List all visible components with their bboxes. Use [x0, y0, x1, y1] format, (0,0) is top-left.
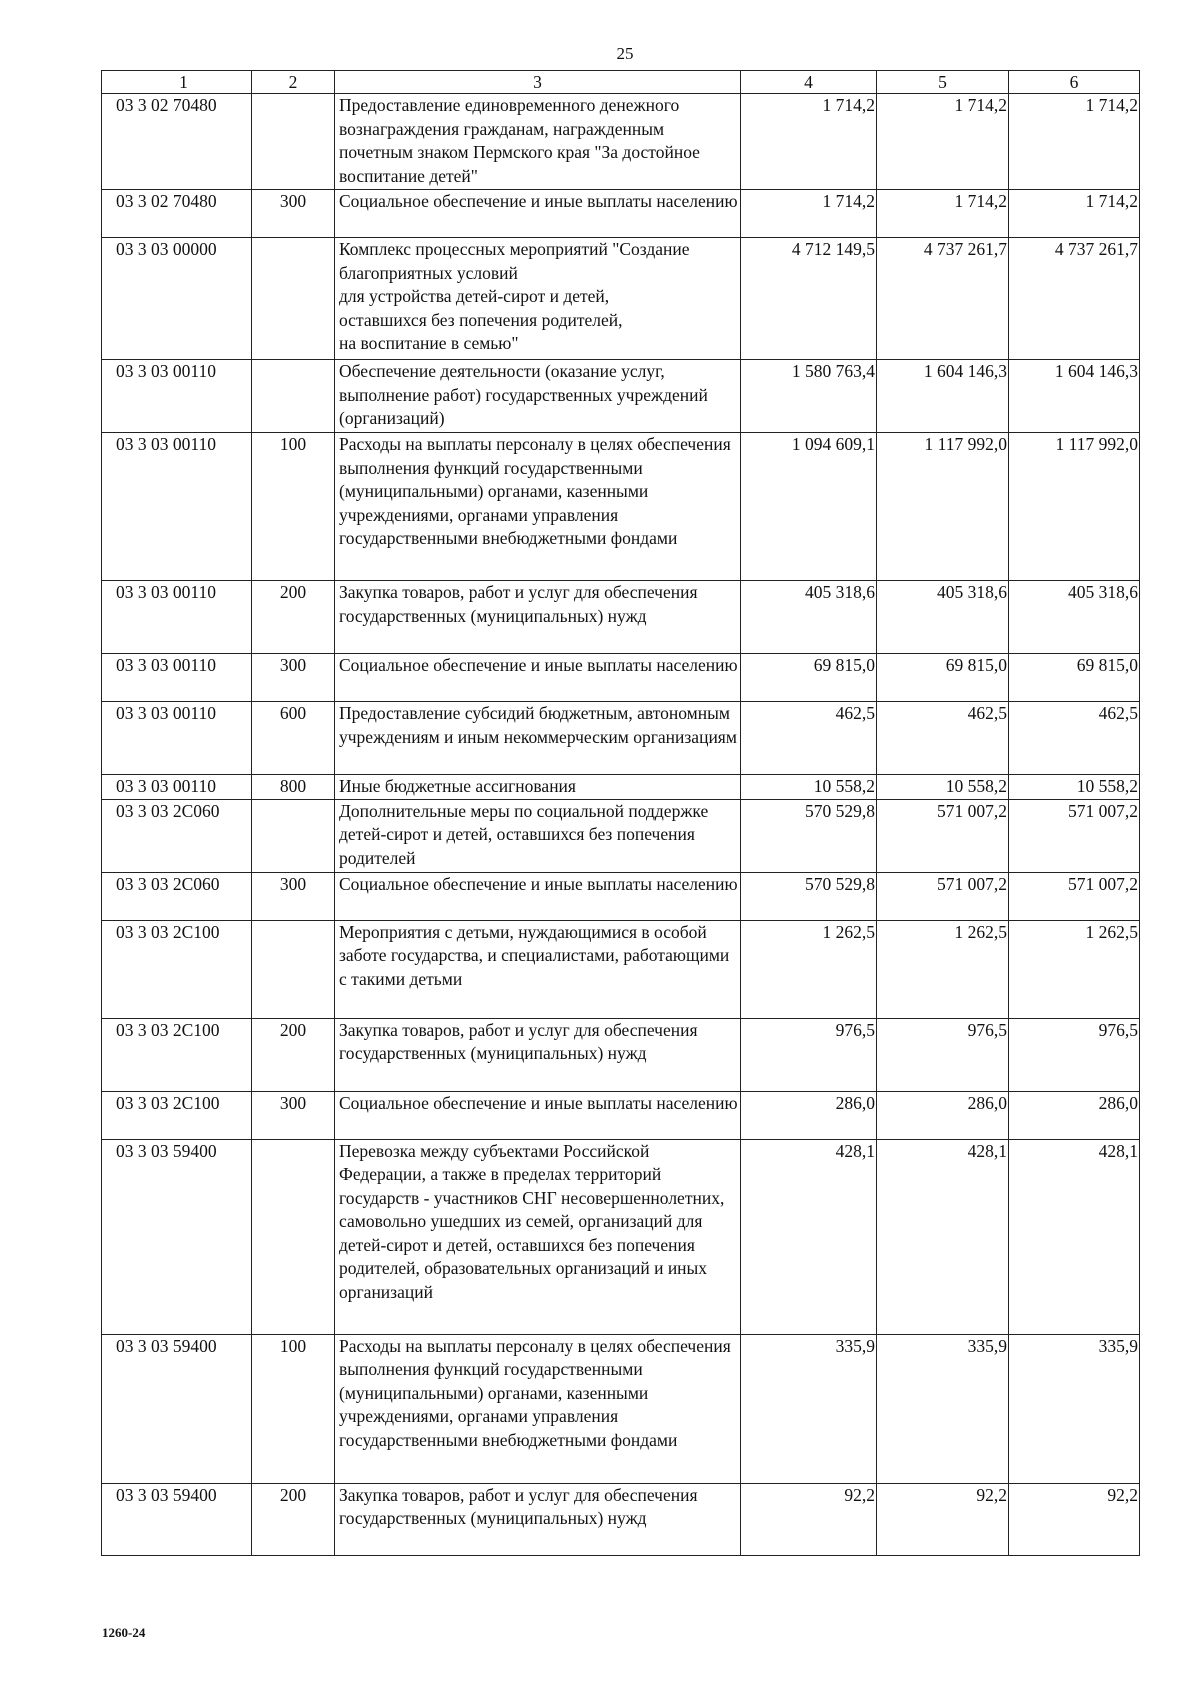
row-value-col4: 69 815,0 — [741, 654, 877, 702]
column-header-2: 2 — [252, 71, 335, 94]
row-value-col4: 1 714,2 — [741, 190, 877, 238]
table-row — [102, 190, 1140, 238]
row-value-col5: 335,9 — [877, 1334, 1009, 1483]
row-value-col5: 1 117 992,0 — [877, 433, 1009, 581]
table-row — [102, 702, 1140, 775]
row-description: Закупка товаров, работ и услуг для обеспечения государственных (муниципальных) нужд — [335, 581, 741, 654]
row-code: 03 3 03 00000 — [102, 238, 252, 360]
table-row — [102, 1139, 1140, 1334]
row-value-col4: 462,5 — [741, 702, 877, 775]
row-code: 03 3 03 2С060 — [102, 799, 252, 872]
row-value-col4: 1 262,5 — [741, 920, 877, 1018]
row-value-col4: 10 558,2 — [741, 775, 877, 800]
table-row — [102, 1091, 1140, 1139]
row-value-col6: 462,5 — [1009, 702, 1140, 775]
row-value-col5: 1 714,2 — [877, 190, 1009, 238]
row-value-col6: 1 604 146,3 — [1009, 360, 1140, 433]
row-value-col4: 4 712 149,5 — [741, 238, 877, 360]
table-row — [102, 920, 1140, 1018]
row-code: 03 3 03 00110 — [102, 581, 252, 654]
row-value-col4: 570 529,8 — [741, 799, 877, 872]
row-value-col5: 1 714,2 — [877, 94, 1009, 190]
row-value-col6: 4 737 261,7 — [1009, 238, 1140, 360]
row-value-col5: 571 007,2 — [877, 799, 1009, 872]
row-value-col6: 286,0 — [1009, 1091, 1140, 1139]
table-row — [102, 94, 1140, 190]
row-code: 03 3 03 00110 — [102, 654, 252, 702]
table-row — [102, 238, 1140, 360]
table-row — [102, 1334, 1140, 1483]
row-value-col5: 1 604 146,3 — [877, 360, 1009, 433]
row-expense-type — [252, 799, 335, 872]
page-number: 25 — [616, 44, 634, 63]
row-value-col6: 571 007,2 — [1009, 872, 1140, 920]
row-expense-type: 300 — [252, 872, 335, 920]
row-description: Социальное обеспечение и иные выплаты населению — [335, 872, 741, 920]
row-value-col4: 1 094 609,1 — [741, 433, 877, 581]
row-value-col4: 570 529,8 — [741, 872, 877, 920]
table-row — [102, 360, 1140, 433]
budget-table — [101, 70, 1140, 1556]
row-description: Перевозка между субъектами Российской Федерации, а также в пределах территорий государств - участников СНГ несовершеннолетних, самовольно ушедших из семей, организаций для детей-сирот и детей, оставшихся без попечения родителей, образовательных организаций и иных организаций — [335, 1139, 741, 1334]
row-value-col4: 335,9 — [741, 1334, 877, 1483]
row-expense-type: 300 — [252, 1091, 335, 1139]
row-value-col5: 10 558,2 — [877, 775, 1009, 800]
row-expense-type: 100 — [252, 1334, 335, 1483]
row-expense-type — [252, 360, 335, 433]
row-description: Предоставление единовременного денежного вознаграждения гражданам, награжденным почетным знаком Пермского края "За достойное воспитание детей" — [335, 94, 741, 190]
row-code: 03 3 03 2С060 — [102, 872, 252, 920]
row-value-col6: 10 558,2 — [1009, 775, 1140, 800]
row-description: Обеспечение деятельности (оказание услуг, выполнение работ) государственных учреждений (организаций) — [335, 360, 741, 433]
row-code: 03 3 03 2С100 — [102, 920, 252, 1018]
row-code: 03 3 03 59400 — [102, 1483, 252, 1555]
row-expense-type: 300 — [252, 190, 335, 238]
table-row — [102, 799, 1140, 872]
row-description: Социальное обеспечение и иные выплаты населению — [335, 1091, 741, 1139]
row-expense-type: 200 — [252, 581, 335, 654]
table-row — [102, 1018, 1140, 1091]
row-code: 03 3 02 70480 — [102, 94, 252, 190]
row-expense-type — [252, 1139, 335, 1334]
row-description: Расходы на выплаты персоналу в целях обеспечения выполнения функций государственными (муниципальными) органами, казенными учреждениями, органами управления государственными внебюджетными фондами — [335, 1334, 741, 1483]
column-header-4: 4 — [741, 71, 877, 94]
row-value-col6: 69 815,0 — [1009, 654, 1140, 702]
row-value-col5: 571 007,2 — [877, 872, 1009, 920]
row-expense-type: 300 — [252, 654, 335, 702]
row-value-col6: 1 262,5 — [1009, 920, 1140, 1018]
row-description: Комплекс процессных мероприятий "Создание благоприятных условий для устройства детей-сирот и детей, оставшихся без попечения родителей, на воспитание в семью" — [335, 238, 741, 360]
column-header-1: 1 — [102, 71, 252, 94]
table-row — [102, 581, 1140, 654]
table-header-row — [102, 71, 1140, 94]
row-expense-type: 100 — [252, 433, 335, 581]
row-code: 03 3 03 00110 — [102, 433, 252, 581]
row-code: 03 3 02 70480 — [102, 190, 252, 238]
row-expense-type: 600 — [252, 702, 335, 775]
row-value-col6: 571 007,2 — [1009, 799, 1140, 872]
row-value-col6: 1 714,2 — [1009, 94, 1140, 190]
row-code: 03 3 03 00110 — [102, 702, 252, 775]
row-code: 03 3 03 00110 — [102, 775, 252, 800]
row-value-col6: 976,5 — [1009, 1018, 1140, 1091]
row-expense-type — [252, 920, 335, 1018]
row-code: 03 3 03 2С100 — [102, 1091, 252, 1139]
table-row — [102, 775, 1140, 800]
row-value-col4: 976,5 — [741, 1018, 877, 1091]
row-description: Дополнительные меры по социальной поддержке детей-сирот и детей, оставшихся без попечения родителей — [335, 799, 741, 872]
column-header-5: 5 — [877, 71, 1009, 94]
row-expense-type: 200 — [252, 1018, 335, 1091]
row-value-col5: 92,2 — [877, 1483, 1009, 1555]
row-description: Закупка товаров, работ и услуг для обеспечения государственных (муниципальных) нужд — [335, 1018, 741, 1091]
row-description: Мероприятия с детьми, нуждающимися в особой заботе государства, и специалистами, работающими с такими детьми — [335, 920, 741, 1018]
row-description: Социальное обеспечение и иные выплаты населению — [335, 654, 741, 702]
row-value-col4: 428,1 — [741, 1139, 877, 1334]
row-value-col6: 1 117 992,0 — [1009, 433, 1140, 581]
document-footer-code: 1260-24 — [102, 1625, 146, 1640]
row-expense-type: 200 — [252, 1483, 335, 1555]
row-value-col6: 405 318,6 — [1009, 581, 1140, 654]
table-row — [102, 433, 1140, 581]
row-value-col4: 1 714,2 — [741, 94, 877, 190]
column-header-3: 3 — [335, 71, 741, 94]
row-value-col5: 428,1 — [877, 1139, 1009, 1334]
row-description: Предоставление субсидий бюджетным, автономным учреждениям и иным некоммерческим организациям — [335, 702, 741, 775]
row-value-col6: 1 714,2 — [1009, 190, 1140, 238]
row-value-col4: 92,2 — [741, 1483, 877, 1555]
row-code: 03 3 03 59400 — [102, 1139, 252, 1334]
row-code: 03 3 03 59400 — [102, 1334, 252, 1483]
column-header-6: 6 — [1009, 71, 1140, 94]
row-description: Социальное обеспечение и иные выплаты населению — [335, 190, 741, 238]
row-expense-type — [252, 238, 335, 360]
table-row — [102, 1483, 1140, 1555]
row-value-col5: 286,0 — [877, 1091, 1009, 1139]
row-value-col4: 1 580 763,4 — [741, 360, 877, 433]
row-value-col4: 405 318,6 — [741, 581, 877, 654]
row-code: 03 3 03 2С100 — [102, 1018, 252, 1091]
table-row — [102, 872, 1140, 920]
row-description: Иные бюджетные ассигнования — [335, 775, 741, 800]
row-value-col6: 335,9 — [1009, 1334, 1140, 1483]
row-description: Расходы на выплаты персоналу в целях обеспечения выполнения функций государственными (муниципальными) органами, казенными учреждениями, органами управления государственными внебюджетными фондами — [335, 433, 741, 581]
row-value-col5: 462,5 — [877, 702, 1009, 775]
row-value-col6: 92,2 — [1009, 1483, 1140, 1555]
row-expense-type — [252, 94, 335, 190]
row-description: Закупка товаров, работ и услуг для обеспечения государственных (муниципальных) нужд — [335, 1483, 741, 1555]
row-value-col5: 69 815,0 — [877, 654, 1009, 702]
row-value-col6: 428,1 — [1009, 1139, 1140, 1334]
row-value-col5: 976,5 — [877, 1018, 1009, 1091]
row-expense-type: 800 — [252, 775, 335, 800]
row-code: 03 3 03 00110 — [102, 360, 252, 433]
row-value-col4: 286,0 — [741, 1091, 877, 1139]
table-row — [102, 654, 1140, 702]
row-value-col5: 405 318,6 — [877, 581, 1009, 654]
row-value-col5: 1 262,5 — [877, 920, 1009, 1018]
row-value-col5: 4 737 261,7 — [877, 238, 1009, 360]
